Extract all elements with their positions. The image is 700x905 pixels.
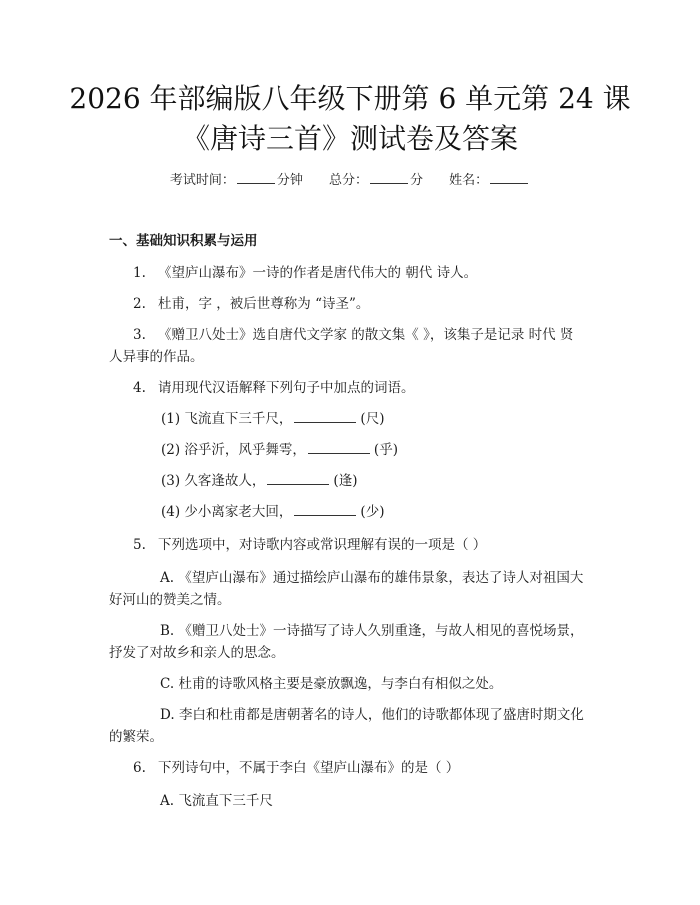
question-3: 3. 《赠卫八处士》选自唐代文学家 的散文集《 》，该集子是记录 时代 贤: [133, 327, 574, 343]
question-5-option-d: D. 李白和杜甫都是唐朝著名的诗人，他们的诗歌都体现了盛唐时期文化: [160, 707, 584, 723]
name-blank: [490, 171, 528, 184]
time-blank: [237, 171, 275, 184]
answer-blank[interactable]: [308, 441, 370, 454]
question-4-item-2: (2) 浴乎沂，风乎舞雩， (乎): [161, 442, 398, 458]
question-4-item-1: (1) 飞流直下三千尺， (尺): [161, 411, 385, 427]
exam-info: [0, 171, 700, 190]
question-4-item-4: (4) 少小离家老大回， (少): [161, 504, 385, 520]
exam-name-field: 姓名：: [449, 173, 530, 188]
question-5-option-d-continued: 的繁荣。: [109, 729, 163, 745]
question-5-option-c: C. 杜甫的诗歌风格主要是豪放飘逸，与李白有相似之处。: [160, 676, 503, 692]
question-5-option-a-continued: 好河山的赞美之情。: [109, 592, 231, 608]
answer-blank[interactable]: [267, 472, 329, 485]
question-1: 1. 《望庐山瀑布》一诗的作者是唐代伟大的 朝代 诗人。: [133, 265, 478, 281]
section-heading: 一、基础知识积累与运用: [109, 233, 258, 249]
exam-time-field: 考试时间： 分钟: [169, 173, 303, 188]
question-5-option-b-continued: 抒发了对故乡和亲人的思念。: [109, 645, 285, 661]
answer-blank[interactable]: [294, 503, 356, 516]
question-2: 2. 杜甫，字 ，被后世尊称为 “诗圣”。: [133, 296, 370, 312]
question-3-continued: 人异事的作品。: [109, 349, 204, 365]
question-5-option-b: B. 《赠卫八处士》一诗描写了诗人久别重逢，与故人相见的喜悦场景，: [160, 623, 584, 639]
title-line-1: 2026 年部编版八年级下册第 6 单元第 24 课: [69, 82, 631, 115]
question-5: 5. 下列选项中，对诗歌内容或常识理解有误的一项是（ ）: [133, 537, 487, 553]
question-4-item-3: (3) 久客逢故人， (逢): [161, 473, 358, 489]
title-line-2: 《唐诗三首》测试卷及答案: [181, 122, 518, 155]
score-blank: [370, 171, 408, 184]
exam-score-field: 总分： 分: [328, 173, 424, 188]
question-4: 4. 请用现代汉语解释下列句子中加点的词语。: [133, 380, 415, 396]
question-6: 6. 下列诗句中，不属于李白《望庐山瀑布》的是（ ）: [133, 760, 460, 776]
question-5-option-a: A. 《望庐山瀑布》通过描绘庐山瀑布的雄伟景象，表达了诗人对祖国大: [160, 570, 584, 586]
question-6-option-a: A. 飞流直下三千尺: [160, 793, 273, 809]
answer-blank[interactable]: [294, 410, 356, 423]
